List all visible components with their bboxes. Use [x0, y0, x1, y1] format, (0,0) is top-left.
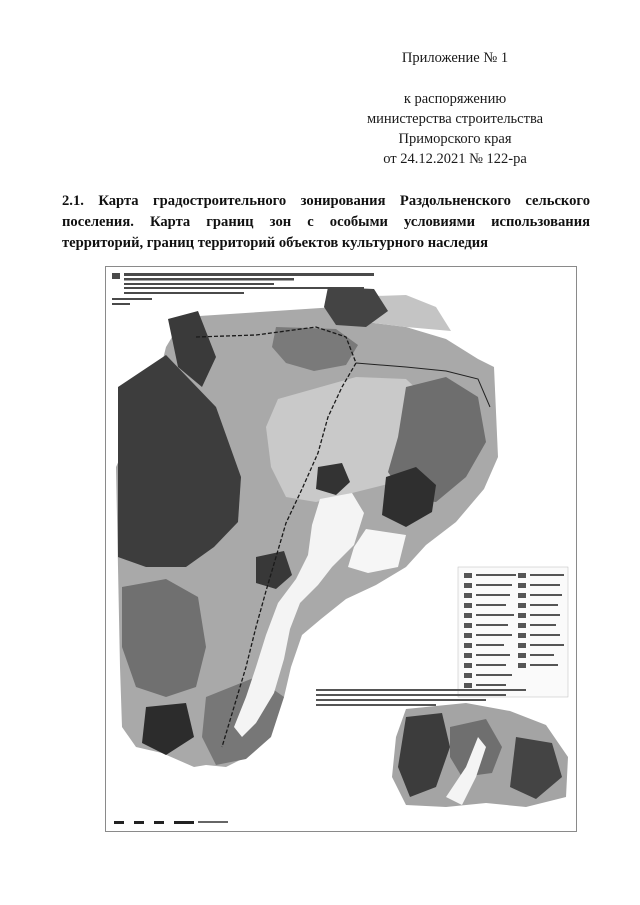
map-scale-bar: [114, 821, 228, 824]
appendix-line-3: Приморского края: [398, 131, 512, 147]
section-heading-line-2: поселения. Карта границ зон с особыми условиями использования: [62, 214, 590, 230]
map-zone-mid-southwest: [122, 579, 206, 697]
section-heading-line-3: территорий, границ территорий объектов культурного наследия: [62, 235, 489, 251]
section-heading-line-1: 2.1. Карта градостроительного зонирования Раздольненского сельского: [62, 193, 590, 209]
appendix-line-2: министерства строительства: [366, 111, 544, 127]
section-heading: [62, 191, 590, 254]
zoning-map: [105, 266, 577, 832]
appendix-line-1: к распоряжению: [403, 91, 507, 107]
appendix-line-4: от 24.12.2021 № 122-ра: [383, 151, 527, 167]
appendix-title: Приложение № 1: [401, 50, 509, 66]
map-legend: [458, 567, 568, 697]
